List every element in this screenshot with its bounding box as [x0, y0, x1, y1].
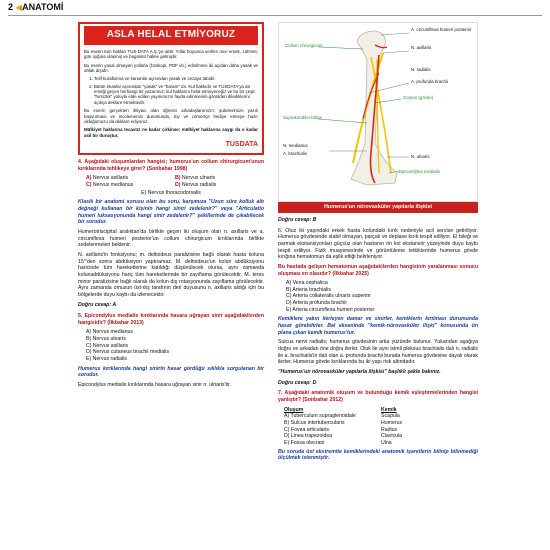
- warning-list: [84, 76, 258, 105]
- option-c-key: C): [86, 181, 93, 188]
- label-corpus: Corpus (gövde): [403, 95, 434, 100]
- option-c-text: Nervus medianus: [92, 181, 134, 188]
- option-e: E) Arteria circumflexa humeri posterior: [286, 306, 375, 313]
- option-d: [175, 182, 264, 189]
- label-a-circumflexa: A. circumflexa humeri posterior: [411, 27, 472, 32]
- warning-title: ASLA HELAL ETMİYORUZ: [84, 26, 258, 45]
- question-4-explanation: N. axillaris'in fonksiyonu; m. deltoideus paralizisine bağlı olarak hasta koluna 15°'den sonra abdüksiyon yaptıramaz. M. deltoideus'un kolun abdüksiyonu haricinde tüm hareketlerine katıldığı düşünülecek olursa, aynı zamanda kolunaddüksiyonu hariç tüm hareketlerinde bir zayıflama görülecektir. M. teres minor paralizisine bağlı olarak da kolun dış rotasyonunda zayıflama görülecektir. Aynı zamanda omuzun üst-dış tarafının deri duyusunu n. axillaris aldığı için bu bölgelerde duyu kaybı da izlenecektir.: [78, 251, 264, 298]
- option-a: A) Nervus medianus: [86, 329, 133, 336]
- option-d: D) Arteria profunda brachii: [286, 300, 347, 307]
- table-cell: B) Sulcus intertubercularis: [284, 419, 345, 426]
- label-a-brachialis: A. brachialis: [283, 151, 307, 156]
- page-section-title: ANATOMİ: [22, 2, 64, 12]
- warning-paragraph: Mülkiyet haklarına tecavüz ne kadar çirkinse; mülkiyet haklarına saygı da o kadar asil bir duruştur.: [84, 127, 258, 138]
- question-7-table: [284, 407, 478, 447]
- option-d-key: D): [175, 181, 182, 188]
- table-cell: C) Fovea articularis: [284, 426, 329, 433]
- label-collum-chirurgicum: Collum chirurgicum: [285, 43, 323, 48]
- option-b: B) Nervus ulnaris: [86, 336, 126, 343]
- label-n-axillaris: N. axillaris: [411, 45, 432, 50]
- option-d: D) Nervus cutaneus brachii medialis: [86, 349, 170, 356]
- option-b-key: B): [175, 175, 182, 182]
- question-6-reference: "Humerus'un nörovasküler yapılarla ilişkisi" başlıklı şekle bakınız.: [278, 369, 441, 376]
- label-n-radialis: N. radialis: [411, 67, 431, 72]
- question-4-answer: Doğru cevap: A: [78, 302, 117, 309]
- left-column: [78, 22, 264, 392]
- copyright-warning-box: [78, 22, 264, 155]
- label-suprakondiler: Suprakondiler bölge: [283, 115, 323, 120]
- warning-paragraph: Bu eserin tüm hakları TUS-DATA A.Ş.'ye aittir. Yıllar boyunca verilen nice emek, zahmet, gün ışığına ulaşmış ve bugünkü haline gelmiştir.: [84, 48, 258, 60]
- table-header-kemik: Kemik: [381, 406, 397, 413]
- label-n-ulnaris: N. ulnaris: [411, 154, 430, 159]
- page-header: [8, 2, 63, 12]
- label-a-profunda: A. profunda brachii: [411, 79, 448, 84]
- table-cell: Radius: [381, 426, 398, 433]
- option-c: C) Nervus axillaris: [86, 342, 129, 349]
- tusdata-brand: TUSDATA: [225, 141, 258, 149]
- option-b: B) Arteria brachialis: [286, 286, 331, 293]
- option-a: A) Vena cephalica: [286, 280, 328, 287]
- option-c: [86, 182, 175, 189]
- table-cell: Ulna: [381, 439, 392, 446]
- question-5-note: Humerus kırıklarında hangi sinirin hasar gördüğü sıklıkla sorgulanan bir sorudur.: [78, 365, 264, 379]
- question-4-note: Klasik bir anatomi sorusu olan bu soru, karşımıza "Uzun süre kolluk altı değneği kullanan bir kişinin hangi siniri zedelenir?" veya "Articulatio humeri luksasyonunda hangi sinir zedelenir?" şekillerinde de çıkabilecek bir sorudur.: [78, 199, 264, 226]
- triangle-icon: ◀: [16, 3, 23, 12]
- question-6-explanation: Sulcus nervi radialis; humerus gövdesinin arka yüzünde bulunur. Yukarıdan aşağıya doğru ve arkadan öne doğru ilerler. Oluk ile aynı isimli pleksus brachialis dalı n. radialis ile a. brachialis'in dalı olan a. profunda brachii burada humerus gövdesine dayalı olarak ilerler. Humerus gövde kırıklarında bu iki yapı risk altındadır.: [278, 339, 478, 366]
- humerus-figure: [278, 22, 478, 202]
- option-a-text: Nervus axillaris: [92, 175, 129, 182]
- label-n-medianus: N. medianus: [283, 143, 308, 148]
- option-a-key: A): [86, 175, 93, 182]
- question-6-answer: Doğru cevap: D: [278, 379, 317, 386]
- option-c: C) Arteria collateralis ulnaris superior: [286, 293, 371, 300]
- question-7-stem: 7. Aşağıdaki anatomik oluşum ve bulunduğu kemik eşleştirmelerinden hangisi yanlıştır? (Sonbahar 2012): [278, 390, 478, 403]
- question-5-answer: Doğru cevap: B: [278, 216, 317, 223]
- option-b-text: Nervus ulnaris: [181, 175, 216, 182]
- table-cell: Humerus: [381, 419, 403, 426]
- table-cell: Scapula: [381, 413, 400, 420]
- option-b: [175, 175, 264, 182]
- warning-paragraph: Bu eserin yasal olmayan yollarla (fotokopi, PDF vb.) edinilmesi iki açıdan daha yasak ve ahlak dışıdır.: [84, 62, 258, 73]
- header-divider: [8, 15, 542, 16]
- question-6-options: [286, 280, 478, 313]
- table-cell: A) Tuberculum supraglenoidale: [284, 413, 356, 420]
- question-4-stem: 4. Aşağıdaki oluşumlardan hangisi; humerus'un collum chirurgicum'unun kırıklarında tehlikeye girer? (Sonbahar 1998): [78, 159, 264, 172]
- right-column: [278, 22, 478, 465]
- question-5-stem: 5. Epicondylus medialis kırıklarında hasara uğrayan sinir aşağıdakilerden hangisidir? (İlkbahar 2013): [78, 313, 264, 326]
- option-a: [86, 175, 175, 182]
- label-epicondylus: Epicondylus medialis: [399, 169, 440, 174]
- figure-caption: Humerus'un nörovasküler yapılarla ilişkisi: [278, 202, 478, 213]
- warning-list-item: 1. Telif kurallarına ve kanunlar açısından yasak ve cezaya tabidir.: [94, 76, 258, 81]
- humerus-illustration: [279, 23, 479, 201]
- question-4-options: [86, 175, 264, 188]
- question-6-stem: 6. Otuz iki yaşındaki erkek hasta kolundaki kırık nedeniyle acil servise getiriliyor. Humerus gövdesinde stabil olmayan, parçalı ve deplase kırık tespit ediliyor. El bileği ve parmak ekstansiyonları güçsüz olan hastanın ön kol ekstansör yüzeyinde duyu kaybı tespit ediliyor. Fizik muayenesinde ve görüntüleme tetkiklerinde humerus gövde kırığına hematomun da eşlik ettiği belirleniyor.: [278, 227, 478, 261]
- option-d-text: Nervus radialis: [181, 181, 217, 188]
- page-number: 2: [8, 2, 14, 12]
- table-cell: D) Linea trapezoidea: [284, 433, 333, 440]
- option-e: E) Nervus radialis: [86, 356, 127, 363]
- question-7-note: Bu soruda üst ekstremite kemiklerindeki anatomik işaretlerin bilinip bilinmediği ölçülmek istenmiştir.: [278, 448, 478, 462]
- warning-paragraph: Bu eserin gerçekten ihtiyacı olan öğrenci arkadaşlarımızın; şubelerimize yazılı başvurması ve incelememiz durumunda, tüy ve cömertçe hediye etmeye hazır olduğumuzu da deklare ediyoruz.: [84, 108, 258, 124]
- option-e: E) Nervus thoracodorsalis: [141, 189, 201, 196]
- warning-list-item: 2. Bütün imanlar açısından "yasak" ve "haram" dır. Kul hakkıdır ve TUSDATA'ya da emeği geçen herhangi bir yazarımız; kul haklarını helal etmeyeceğiz ve bu bir çeşit "hırsızlık" yoluyla elde edilen yayınımızın fayda edinmesini gönülden dilediklerini açıkça deklare etmektedir.: [94, 84, 258, 106]
- question-6-note: Kemiklere yakın ilerleyen damar ve sinirler, kemiklerin kırılması durumunda hasar görebilirler. Bal ekseninde "kemik-nörovasküler ilişki" konusunda ön plana çıkan kemik humerus'tur.: [278, 316, 478, 336]
- question-6-question: Bu hastada gelişen hematomun aşağıdakilerden hangisinin yaralanması sonucu oluşması en olasıdır? (İlkbahar 2025): [278, 263, 478, 277]
- question-5-explanation: Epicondylus medialis kırıklarında hasara uğrayan sinir n. ulnaris'tir.: [78, 382, 231, 389]
- table-cell: E) Fossa olecrani: [284, 439, 325, 446]
- table-header-olusum: Oluşum: [284, 406, 304, 413]
- question-4-explanation: Humerotriscipital aralıktan'da birlikte geçen iki oluşum olan n. axillaris ve a. circumflexa humeri posterior'un collum chirurgicum kırıklarında birlikte zedelenmeleri beklenir.: [78, 228, 264, 249]
- question-5-options: [86, 329, 264, 362]
- table-cell: Clavicula: [381, 433, 403, 440]
